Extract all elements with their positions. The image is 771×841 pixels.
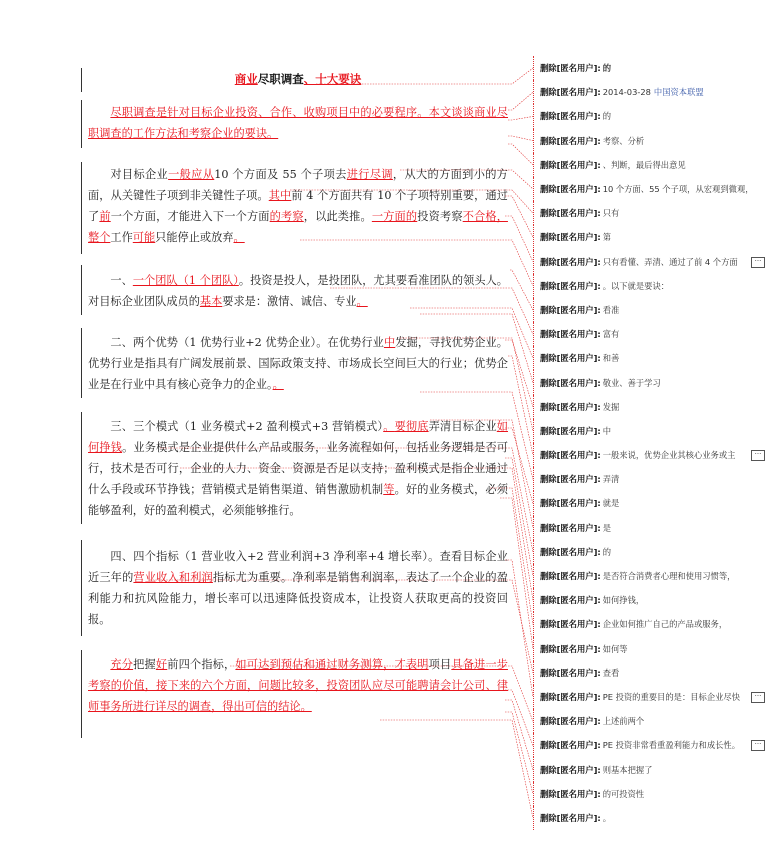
comment-text: 和善 — [602, 353, 620, 364]
comment-label: 删除[匿名用户]: — [540, 667, 601, 678]
leader-line — [508, 116, 533, 120]
leader-line — [510, 270, 533, 310]
leader-line — [508, 92, 533, 110]
expand-comment-icon[interactable]: ··· — [751, 740, 765, 751]
comment-label: 删除[匿名用户]: — [540, 691, 601, 702]
comment-balloon[interactable] — [533, 250, 771, 274]
body-text: 只能停止或放弃 — [155, 231, 234, 244]
comment-text: 第 — [602, 232, 611, 243]
comment-text: 查看 — [602, 667, 620, 678]
comment-text: 。以下就是要诀： — [602, 280, 670, 291]
title-inserted-text: 、十大要诀 — [303, 72, 362, 86]
comment-text: 、判断，最后得出意见 — [602, 159, 686, 170]
comment-label: 删除[匿名用户]: — [540, 63, 601, 74]
leader-line — [505, 560, 533, 697]
inserted-text: 要彻底 — [394, 420, 429, 433]
comment-balloon[interactable] — [533, 298, 771, 322]
inserted-text: 充分 — [110, 658, 134, 671]
inserted-text: 进行尽调 — [346, 168, 393, 181]
leader-line — [505, 458, 533, 576]
leader-line — [505, 196, 533, 237]
comment-balloon[interactable] — [533, 709, 771, 733]
body-text: 对目标企业 — [110, 168, 169, 181]
body-text: 前四个指标， — [167, 658, 236, 671]
leader-line — [380, 720, 533, 818]
leader-line — [316, 68, 533, 84]
comment-balloon[interactable] — [533, 56, 771, 80]
leader-line — [300, 240, 533, 286]
comment-text: 如何挣钱， — [602, 595, 645, 606]
body-text: 前 4 个方面共有 10 个子项特别重要，通过了 — [88, 189, 508, 223]
comment-balloon[interactable] — [533, 612, 771, 636]
comment-text: 看准 — [602, 304, 620, 315]
comment-text: 。 — [602, 812, 611, 823]
comment-label: 删除[匿名用户]: — [540, 788, 601, 799]
comment-label: 删除[匿名用户]: — [540, 208, 601, 219]
comment-text: 富有 — [602, 329, 620, 340]
comment-text: 的可投资性 — [602, 788, 645, 799]
comment-balloon[interactable] — [533, 370, 771, 394]
leader-line — [330, 288, 533, 334]
body-text: 一、 — [110, 274, 133, 287]
body-text: 一个方面，才能进入下一个方面 — [110, 210, 270, 223]
comment-balloon[interactable] — [533, 588, 771, 612]
leader-line — [400, 170, 533, 189]
comment-balloon[interactable] — [533, 564, 771, 588]
comment-text: PE 投资非常看重盈利能力和成长性。 — [602, 740, 741, 751]
leader-line — [230, 666, 533, 721]
comment-label: 删除[匿名用户]: — [540, 280, 601, 291]
body-text: 发掘，寻找优势企业。优势行业是指具有广阔发展前景、国际政策支持、市场成长空间巨大的行业；优势企业是在行业中具有核心竞争力的企业。 — [88, 336, 508, 391]
body-text: 三、三个模式（1 业务模式+2 盈利模式+3 营销模式） — [110, 420, 384, 433]
comment-label: 删除[匿名用户]: — [540, 304, 601, 315]
inserted-text: 等 — [383, 483, 395, 496]
comment-balloon[interactable] — [533, 153, 771, 177]
comment-balloon[interactable] — [533, 733, 771, 757]
comment-balloon[interactable] — [533, 516, 771, 540]
leader-line — [150, 580, 533, 673]
comment-balloon[interactable] — [533, 201, 771, 225]
inserted-text: 。 — [300, 700, 312, 713]
leader-line — [160, 448, 533, 552]
body-text: 企业的人力、资金、资源是否足以支持；盈利模式是指企业通过什么手段或环节挣钱；营销模式是销售渠道、销售激励机制 — [88, 462, 508, 496]
leader-line — [420, 392, 533, 479]
leader-line — [508, 136, 533, 141]
comment-label: 删除[匿名用户]: — [540, 716, 601, 727]
comment-balloon[interactable] — [533, 782, 771, 806]
leader-line — [410, 308, 533, 358]
inserted-text: 其中 — [268, 189, 292, 202]
expand-comment-icon[interactable]: ··· — [751, 692, 765, 703]
comment-text: 弄清 — [602, 474, 620, 485]
comment-label: 删除[匿名用户]: — [540, 740, 601, 751]
comment-balloon[interactable] — [533, 443, 771, 467]
leader-line — [420, 314, 533, 383]
comment-balloon[interactable] — [533, 346, 771, 370]
comment-balloon[interactable] — [533, 757, 771, 781]
comment-text: 则基本把握了 — [602, 764, 653, 775]
comment-label: 删除[匿名用户]: — [540, 595, 601, 606]
inserted-text: 。 — [272, 378, 284, 391]
comment-label: 删除[匿名用户]: — [540, 184, 601, 195]
comment-balloon[interactable] — [533, 104, 771, 128]
inserted-text: 不合格，整个 — [88, 210, 508, 244]
comment-label: 删除[匿名用户]: — [540, 159, 601, 170]
comment-pane — [533, 56, 771, 830]
title-text: 尽职调查 — [257, 72, 304, 86]
inserted-text: 尽职调查是针对目标企业投资、合作、收购项目中的必要程序。本文谈谈商业尽职调查的工作方法和考察企业的要诀。 — [88, 106, 508, 140]
body-text: 工作 — [110, 231, 133, 244]
inserted-text: 。 — [356, 295, 368, 308]
leader-line — [500, 498, 533, 649]
leader-line — [505, 428, 533, 504]
comment-text: 上述前两个 — [602, 716, 645, 727]
body-text: ，以此类推。 — [303, 210, 372, 223]
comment-text: 的 — [602, 546, 611, 557]
comment-text: 一般来说，优势企业其核心业务或主 — [602, 450, 736, 461]
body-text: 投资考察 — [417, 210, 463, 223]
comment-text: 是 — [602, 522, 611, 533]
comment-balloon[interactable] — [533, 637, 771, 661]
body-text: ，从大的方面到小的方面，从关键性子项到非关键性子项。 — [88, 168, 508, 202]
comment-text: 的 — [602, 63, 611, 74]
body-text: 要求是：激情、诚信、专业 — [222, 295, 357, 308]
comment-label: 删除[匿名用户]: — [540, 643, 601, 654]
body-text: 。投资是投人，是投团队，尤其要看准团队的领头人。对目标企业团队成员的 — [88, 274, 508, 308]
comment-label: 删除[匿名用户]: — [540, 812, 601, 823]
inserted-text: 具备进一步考察的价值，接下来的六个方面，问题比较多，投资团队应尽可能聘请会计公司、律师事务所进行详尽的调查，得出可信的结论 — [88, 658, 508, 713]
leader-line — [430, 420, 533, 528]
body-text: 把握 — [133, 658, 156, 671]
comment-label: 删除[匿名用户]: — [540, 87, 601, 98]
comment-balloon[interactable] — [533, 395, 771, 419]
expand-comment-icon[interactable]: ··· — [751, 450, 765, 461]
comment-balloon[interactable] — [533, 225, 771, 249]
body-text: 指标尤为重要。净利率是销售利润率，表达了一个企业的盈利能力和抗风险能力，增长率可以迅速降低投资成本，让投资人获取更高的投资回报。 — [88, 571, 508, 626]
comment-balloon[interactable] — [533, 540, 771, 564]
comment-label: 删除[匿名用户]: — [540, 522, 601, 533]
comment-text: 的 — [602, 111, 611, 122]
comment-balloon[interactable] — [533, 177, 771, 201]
inserted-text: 如可达到预估和通过财务测算，才表明 — [235, 658, 429, 671]
comment-label: 删除[匿名用户]: — [540, 619, 601, 630]
comment-label: 删除[匿名用户]: — [540, 377, 601, 388]
comment-balloon[interactable] — [533, 322, 771, 346]
comment-text: 考察、分析 — [602, 135, 645, 146]
comment-text: 10 个方面、55 个子项，从宏观到微观， — [602, 184, 754, 195]
comment-balloon[interactable] — [533, 129, 771, 153]
comment-balloon[interactable] — [533, 806, 771, 830]
comment-label: 删除[匿名用户]: — [540, 135, 601, 146]
leader-line — [290, 190, 533, 213]
comment-balloon[interactable] — [533, 661, 771, 685]
comment-text: PE 投资的重要目的是：目标企业尽快 — [602, 691, 741, 702]
title-inserted-text: 商业 — [234, 72, 258, 86]
leader-line — [400, 338, 533, 431]
comment-label: 删除[匿名用户]: — [540, 425, 601, 436]
comment-label: 删除[匿名用户]: — [540, 232, 601, 243]
comment-text: 就是 — [602, 498, 620, 509]
comment-text: 发掘 — [602, 401, 620, 412]
leader-line — [505, 216, 533, 262]
leader-line — [505, 690, 533, 746]
leader-line — [505, 340, 533, 407]
comment-text: 只有 — [602, 208, 620, 219]
inserted-text: 一方面的 — [371, 210, 418, 223]
inserted-text: 可能 — [132, 231, 156, 244]
body-text: 。好的业务模式，必须能够盈利，好的盈利模式，必须能够推行。 — [88, 483, 508, 517]
body-text: 10 个方面及 55 个子项去 — [214, 168, 347, 181]
comment-label: 删除[匿名用户]: — [540, 571, 601, 582]
inserted-text: 的考察 — [269, 210, 304, 223]
comment-label: 删除[匿名用户]: — [540, 353, 601, 364]
comment-extra-text: 中国资本联盟 — [653, 87, 704, 98]
body-text: 二、两个优势（1 优势行业+2 优势企业）。在优势行业 — [110, 336, 384, 349]
comment-label: 删除[匿名用户]: — [540, 111, 601, 122]
comment-label: 删除[匿名用户]: — [540, 498, 601, 509]
comment-balloon[interactable] — [533, 491, 771, 515]
body-text: 项目 — [428, 658, 452, 671]
inserted-text: 好 — [155, 658, 168, 671]
leader-line — [508, 144, 533, 165]
comment-balloon[interactable] — [533, 274, 771, 298]
comment-text: 是否符合消费者心理和使用习惯等， — [602, 571, 736, 582]
comment-label: 删除[匿名用户]: — [540, 256, 601, 267]
comment-text: 如何等 — [602, 643, 628, 654]
body-text: 。业务模式是企业提供什么产品或服务，业务流程如何，包括业务逻辑是否可行，技术是否可行， — [88, 441, 508, 475]
comment-text: 2014-03-28 — [602, 87, 651, 98]
inserted-text: 中 — [383, 336, 396, 349]
inserted-text: 。 — [383, 420, 395, 433]
comment-label: 删除[匿名用户]: — [540, 450, 601, 461]
comment-label: 删除[匿名用户]: — [540, 329, 601, 340]
inserted-text: 。 — [233, 231, 245, 244]
comment-balloon[interactable] — [533, 685, 771, 709]
inserted-text: 营业收入和利润 — [133, 571, 213, 584]
comment-label: 删除[匿名用户]: — [540, 474, 601, 485]
comment-balloon[interactable] — [533, 467, 771, 491]
inserted-text: 一般应从 — [168, 168, 215, 181]
comment-text: 企业如何推广自己的产品或服务， — [602, 619, 728, 630]
comment-text: 只有看懂、弄清、通过了前 4 个方面 — [602, 256, 738, 267]
comment-label: 删除[匿名用户]: — [540, 764, 601, 775]
inserted-text: 基本 — [199, 295, 223, 308]
expand-comment-icon[interactable]: ··· — [751, 257, 765, 268]
inserted-text: 前 — [99, 210, 111, 223]
body-text: 四、四个指标（1 营业收入+2 营业利润+3 净利率+4 增长率）。查看目标企业近三年的 — [88, 550, 508, 584]
comment-text: 中 — [602, 425, 611, 436]
inserted-text: 如何挣钱 — [88, 420, 508, 454]
leader-line — [180, 468, 533, 600]
comment-label: 删除[匿名用户]: — [540, 401, 601, 412]
body-text: 弄清目标企业 — [428, 420, 497, 433]
comment-balloon[interactable] — [533, 80, 771, 104]
comment-label: 删除[匿名用户]: — [540, 546, 601, 557]
comment-balloon[interactable] — [533, 419, 771, 443]
inserted-text: 一个团队（1 个团队） — [132, 274, 239, 287]
comment-text: 敬业、善于学习 — [602, 377, 661, 388]
